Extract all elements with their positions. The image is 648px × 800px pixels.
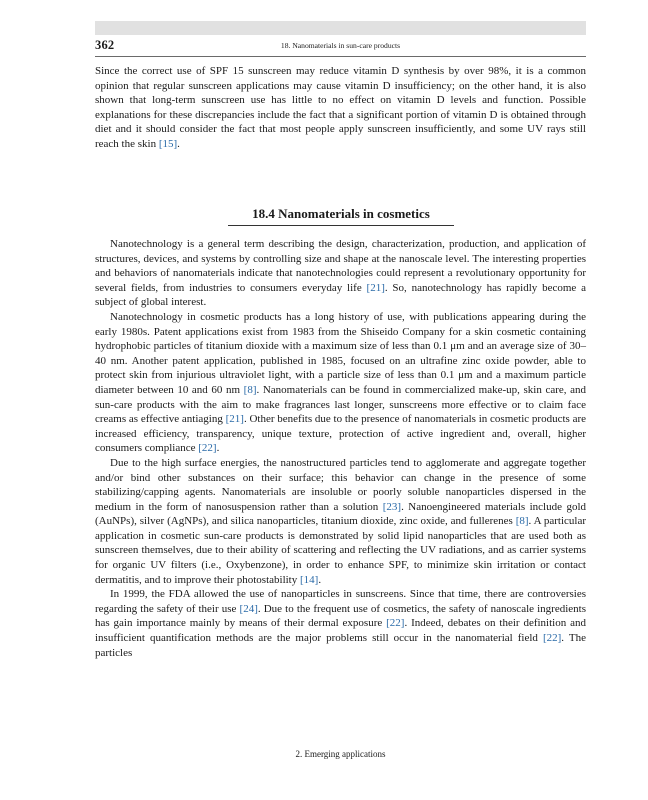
- citation-link[interactable]: [24]: [239, 602, 258, 615]
- body-paragraph: [95, 310, 586, 456]
- body-paragraph: [95, 456, 586, 587]
- paragraph-text: . Indeed, debates on their definition and insufficient quantification methods are the major problems still occur in the nanomaterial field: [95, 617, 586, 645]
- paragraph-text: .: [216, 442, 220, 455]
- paragraph-text: . A particular application in cosmetic sun-care products is demonstrated by solid lipid nanoparticles that are used both as sunscreen themselves, due to their ability of scattering and reflecting the UV radiations, and as carrier systems for organic UV filters (i.e., Oxybenzone), in order to enhance SPF, to minimize skin irritation or contact dermatitis, and to improve their photostability: [95, 515, 586, 586]
- paragraph-text: . The particles: [95, 632, 587, 659]
- citation-link[interactable]: [22]: [542, 632, 562, 645]
- paragraph-text: . So, nanotechnology has rapidly become a subject of global interest.: [95, 281, 586, 309]
- header-bar: [95, 21, 586, 35]
- citation-link[interactable]: [23]: [382, 500, 402, 513]
- citation-link[interactable]: [8]: [515, 515, 529, 528]
- page-number: 362: [95, 38, 115, 52]
- section-heading: 18.4 Nanomaterials in cosmetics: [228, 206, 454, 226]
- paragraph-text: Due to the high surface energies, the nanostructured particles tend to agglomerate and aggregate together and/or bind other substances on their surface; this behavior can change in the presence of some stabilizing/capping agents. Nanomaterials are insoluble or poorly soluble nanoparticles dispersed in the medium in the form of nanosuspension rather than a solution: [95, 456, 586, 513]
- paragraph-text: Nanotechnology is a general term describing the design, characterization, production, and application of structures, devices, and systems by controlling size and shape at the nanoscale level. The interesting properties and behaviors of nanomaterials indicate that nanotechnologies could represent a revolutionary opportunity for several fields, from industries to consumers everyday life: [95, 238, 586, 294]
- citation-link[interactable]: [22]: [386, 617, 405, 630]
- paragraph-text: Nanotechnology in cosmetic products has a long history of use, with publications appearing during the early 1980s. Patent applications exist from 1983 from the Shiseido Company for a skin cosmetic containing hydrophobic particles of titanium dioxide with a maximum size of less than 0.1 μm and an average size of 30–40 nm. Another patent application, published in 1985, focused on an ultrafine zinc oxide powder, able to protect skin from injurious ultraviolet light, with a particle size of less than 0.1 μm and a maximum particle diameter between 10 and 60 nm: [95, 310, 586, 396]
- paragraph-text: . Nanomaterials can be found in commercialized make-up, skin care, and sun-care products with the aim to make fragrances last longer, sunscreens more effective or to claim face creams as effective antiaging: [95, 383, 586, 426]
- citation-link[interactable]: [22]: [198, 442, 217, 455]
- intro-end: .: [177, 137, 180, 150]
- intro-paragraph: [95, 64, 586, 152]
- paragraph-text: . Due to the frequent use of cosmetics, the safety of nanoscale ingredients has gain importance mainly by means of their dermal exposure: [95, 602, 587, 630]
- body-paragraph: [95, 587, 586, 660]
- intro-block: [95, 64, 586, 152]
- body-paragraph: [95, 237, 586, 310]
- citation-link[interactable]: [8]: [243, 383, 257, 396]
- citation-link[interactable]: [14]: [300, 573, 319, 586]
- header-rule: [95, 56, 586, 57]
- citation-link[interactable]: [21]: [366, 281, 385, 294]
- section-body: [95, 237, 586, 660]
- paragraph-text: . Other benefits due to the presence of nanomaterials in cosmetic products are increased efficiency, transparency, unique texture, protection of active ingredient and, overall, higher consumers compliance: [95, 413, 586, 455]
- paragraph-text: . Nanoengineered materials include gold (AuNPs), silver (AgNPs), and silica nanoparticles, titanium dioxide, zinc oxide, and fullerenes: [95, 500, 587, 528]
- page-footer: 2. Emerging applications: [295, 749, 386, 759]
- paragraph-text: In 1999, the FDA allowed the use of nanoparticles in sunscreens. Since that time, there are controversies regarding the safety of their use: [95, 588, 586, 615]
- running-title: 18. Nanomaterials in sun-care products: [280, 41, 401, 50]
- citation-link[interactable]: [15]: [158, 137, 178, 150]
- intro-text: Since the correct use of SPF 15 sunscreen may reduce vitamin D synthesis by over 98%, it is a common opinion that regular sunscreen applications may cause vitamin D insufficiency; on the other hand, it is also shown that long-term sunscreen use has little to no effect on vitamin D levels and function. Possible explanations for these discrepancies include the fact that a significant portion of vitamin D is obtained through diet and it should consider the fact that most people apply sunscreen insufficiently, and some UV rays still reach the skin: [95, 65, 586, 150]
- citation-link[interactable]: [21]: [225, 413, 244, 426]
- paragraph-text: .: [318, 573, 322, 586]
- page-header: [95, 38, 586, 54]
